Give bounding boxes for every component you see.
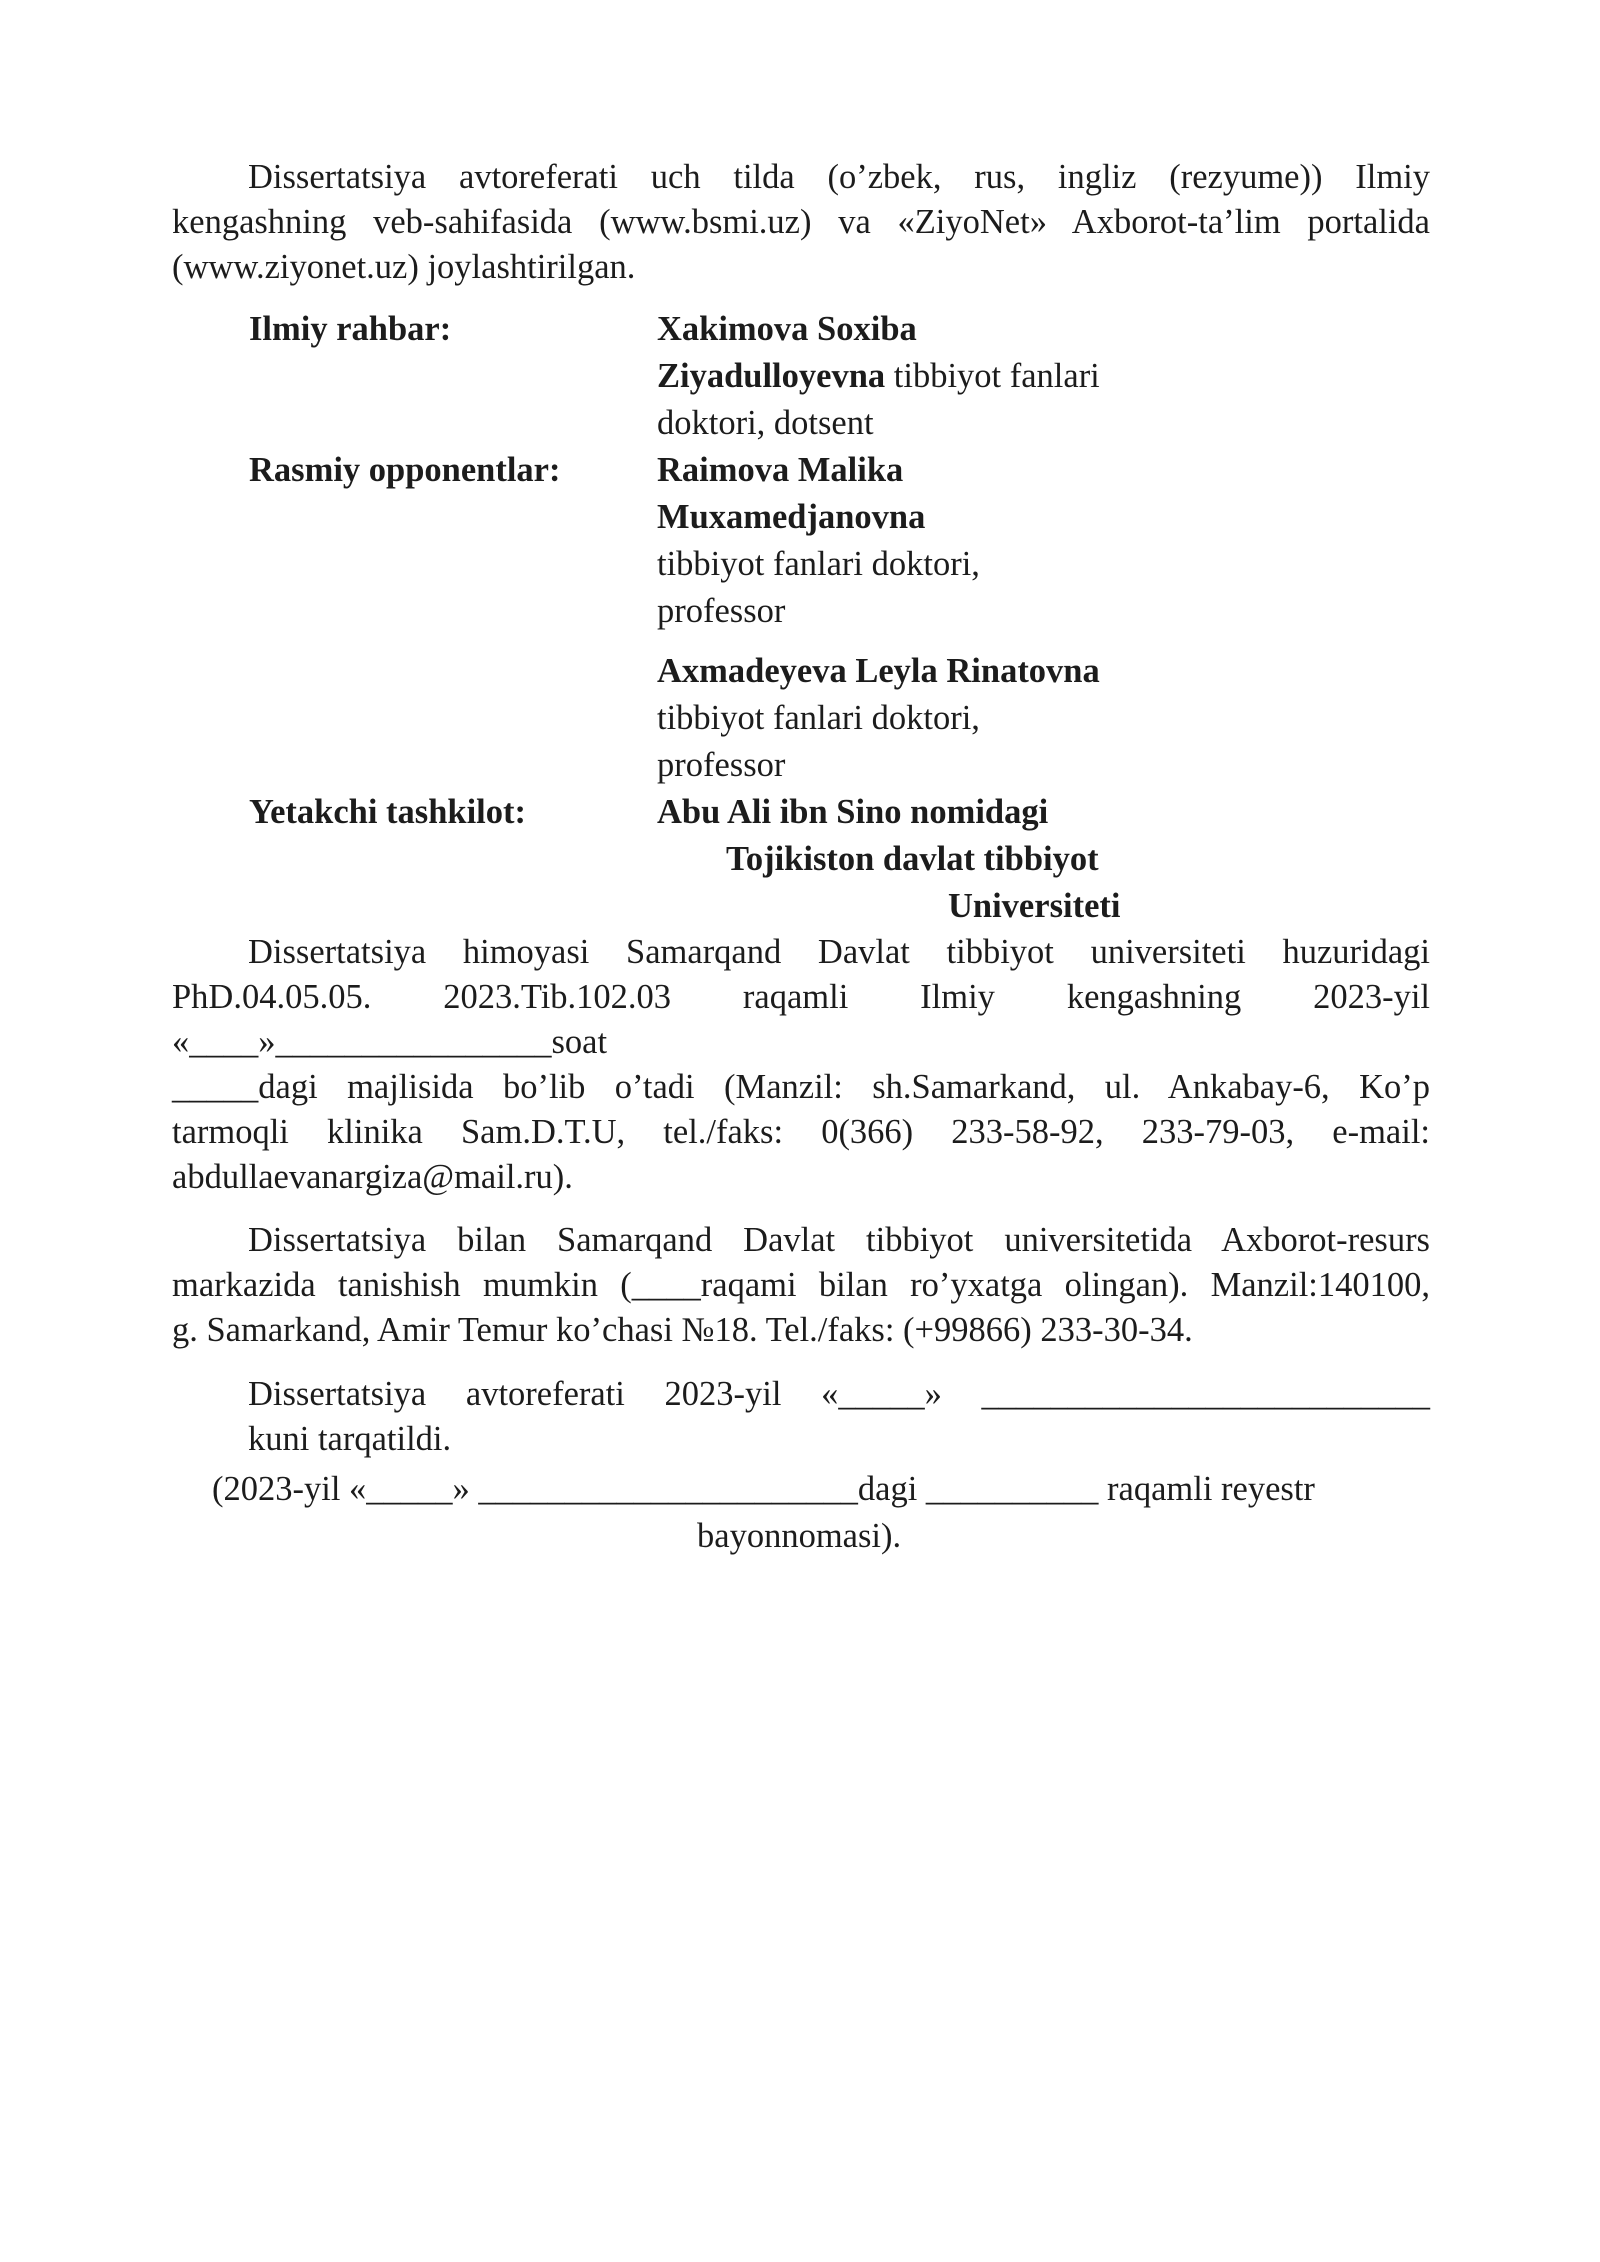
leading-org-line-3: Universiteti xyxy=(948,887,1121,925)
opponent-1-name-line-2: Muxamedjanovna xyxy=(657,498,926,536)
distribution-line-2: kuni tarqatildi. xyxy=(248,1420,452,1458)
leading-org-line-1: Abu Ali ibn Sino nomidagi xyxy=(657,793,1049,831)
defense-paragraph xyxy=(172,930,1430,1200)
defense-line-4: _____dagi majlisida bo’lib o’tadi (Manzil: sh.Samarkand, ul. Ankabay-6, Ko’p xyxy=(172,1068,1430,1106)
supervisor-patronymic: Ziyadulloyevna xyxy=(657,357,886,395)
supervisor-name-line-1: Xakimova Soxiba xyxy=(657,310,917,348)
leading-org-label: Yetakchi tashkilot: xyxy=(249,793,526,831)
supervisor-title-part-1: tibbiyot fanlari xyxy=(885,357,1100,395)
distribution-line-1: Dissertatsiya avtoreferati 2023-yil «_____» __________________________ xyxy=(248,1375,1430,1413)
opponents-label: Rasmiy opponentlar: xyxy=(249,451,561,489)
opponent-1-title-line-2: professor xyxy=(657,592,786,630)
leading-org-line-2: Tojikiston davlat tibbiyot xyxy=(726,840,1099,878)
library-line-3: g. Samarkand, Amir Temur ko’chasi №18. Tel./faks: (+99866) 233-30-34. xyxy=(172,1311,1193,1349)
defense-line-2: PhD.04.05.05. 2023.Tib.102.03 raqamli Ilmiy kengashning 2023-yil xyxy=(172,978,1430,1016)
opponent-1-title-line-1: tibbiyot fanlari doktori, xyxy=(657,545,980,583)
defense-line-6: abdullaevanargiza@mail.ru). xyxy=(172,1158,573,1196)
opponent-2-name: Axmadeyeva Leyla Rinatovna xyxy=(657,652,1100,690)
distribution-paragraph xyxy=(172,1372,1430,1462)
intro-line-1: Dissertatsiya avtoreferati uch tilda (o’zbek, rus, ingliz (rezyume)) Ilmiy xyxy=(248,158,1430,196)
intro-line-3: (www.ziyonet.uz) joylashtirilgan. xyxy=(172,248,636,286)
library-paragraph xyxy=(172,1218,1430,1353)
defense-line-5: tarmoqli klinika Sam.D.T.U, tel./faks: 0(366) 233-58-92, 233-79-03, e-mail: xyxy=(172,1113,1430,1151)
defense-line-1: Dissertatsiya himoyasi Samarqand Davlat tibbiyot universiteti huzuridagi xyxy=(248,933,1430,971)
intro-paragraph xyxy=(172,155,1430,290)
distribution-line-4: bayonnomasi). xyxy=(697,1517,902,1555)
opponent-2-title-line-1: tibbiyot fanlari doktori, xyxy=(657,699,980,737)
supervisor-name-line-2 xyxy=(657,353,1100,400)
library-line-1: Dissertatsiya bilan Samarqand Davlat tibbiyot universitetida Axborot-resurs xyxy=(248,1221,1430,1259)
supervisor-title-line-2: doktori, dotsent xyxy=(657,404,874,442)
intro-line-2: kengashning veb-sahifasida (www.bsmi.uz) va «ZiyoNet» Axborot-ta’lim portalida xyxy=(172,203,1430,241)
distribution-line-3: (2023-yil «_____» ______________________dagi __________ raqamli reyestr xyxy=(212,1470,1315,1508)
opponent-1-name-line-1: Raimova Malika xyxy=(657,451,904,489)
defense-line-3: «____»________________soat xyxy=(172,1023,608,1061)
opponent-2-title-line-2: professor xyxy=(657,746,786,784)
library-line-2: markazida tanishish mumkin (____raqami bilan ro’yxatga olingan). Manzil:140100, xyxy=(172,1266,1430,1304)
supervisor-label: Ilmiy rahbar: xyxy=(249,310,452,348)
